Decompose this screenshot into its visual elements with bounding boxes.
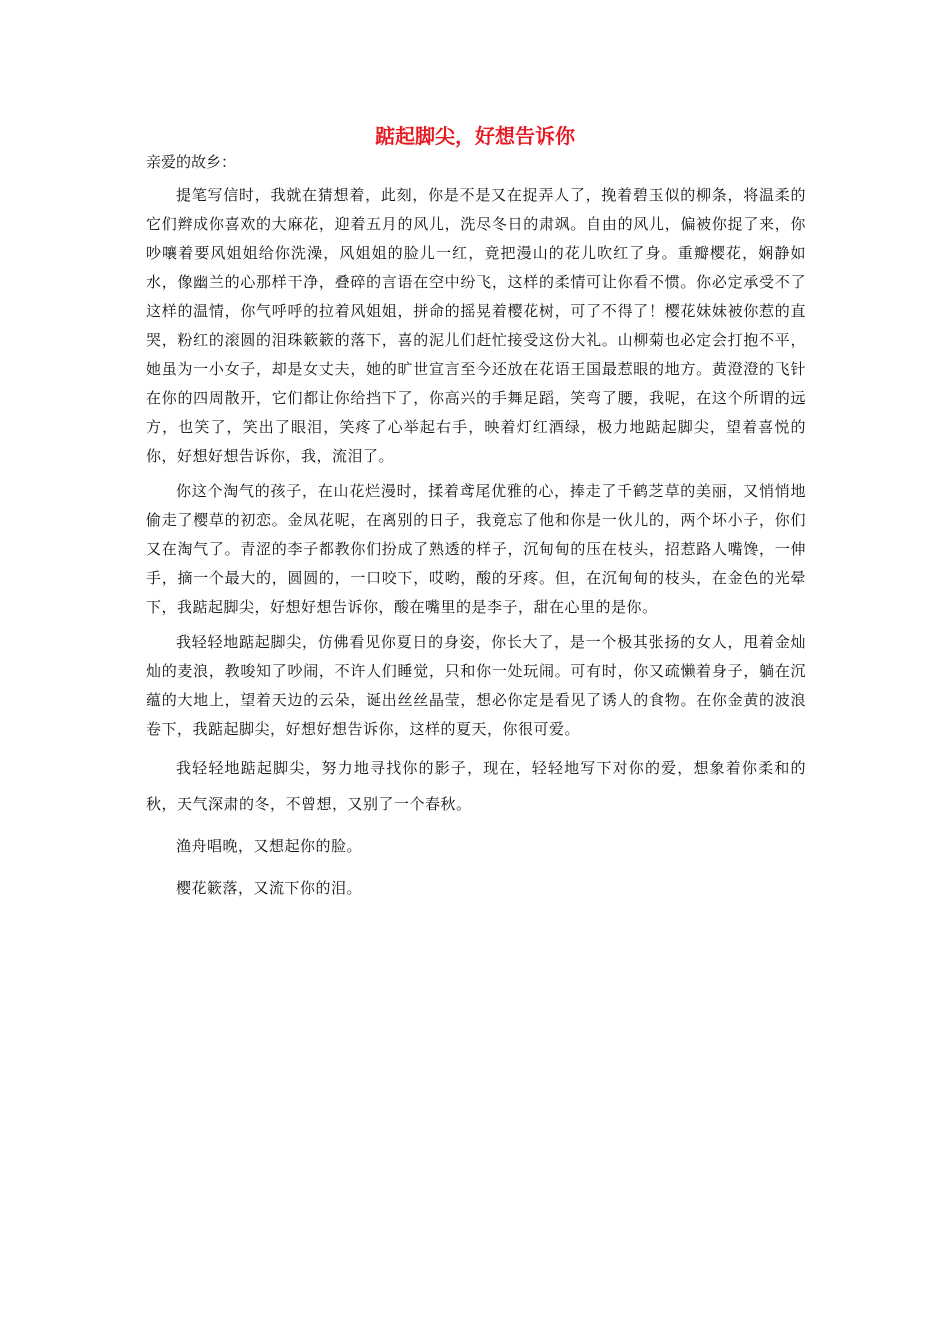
paragraph-6: 樱花簌落，又流下你的泪。 xyxy=(176,879,363,897)
paragraph-2: 你这个淘气的孩子，在山花烂漫时，揉着鸢尾优雅的心，捧走了千鹤芝草的美丽，又悄悄地偷走了樱草的初恋。金凤花呢，在离别的日子，我竟忘了他和你是一伙儿的，两个坏小子，你们又在淘气了。青涩的李子都教你们扮成了熟透的样子，沉甸甸的压在枝头，招惹路人嘴馋，一伸手，摘一个最大的，圆圆的，一口咬下，哎哟，酸的牙疼。但，在沉甸甸的枝头，在金色的光晕下，我踮起脚尖，好想好想告诉你，酸在嘴里的是李子，甜在心里的是你。 xyxy=(146,482,806,616)
salutation: 亲爱的故乡： xyxy=(146,153,237,171)
paragraph-5: 渔舟唱晚，又想起你的脸。 xyxy=(176,837,363,855)
paragraph-3: 我轻轻地踮起脚尖，仿佛看见你夏日的身姿，你长大了，是一个极其张扬的女人，甩着金灿灿的麦浪，教唆知了吵闹，不许人们睡觉，只和你一处玩闹。可有时，你又疏懒着身子，躺在沉蕴的大地上，望着天边的云朵，诞出丝丝晶莹，想必你定是看见了诱人的食物。在你金黄的波浪卷下，我踮起脚尖，好想好想告诉你，这样的夏天，你很可爱。 xyxy=(146,633,806,738)
letter-body xyxy=(146,181,806,906)
paragraph-4: 我轻轻地踮起脚尖，努力地寻找你的影子，现在，轻轻地写下对你的爱，想象着你柔和的秋，天气深肃的冬，不曾想，又别了一个春秋。 xyxy=(146,759,806,813)
paragraph-1: 提笔写信时，我就在猜想着，此刻，你是不是又在捉弄人了，挽着碧玉似的柳条，将温柔的它们辫成你喜欢的大麻花，迎着五月的风儿，洗尽冬日的肃飒。自由的风儿，偏被你捉了来，你吵嚷着要风姐姐给你洗澡，风姐姐的脸儿一红，竟把漫山的花儿吹红了身。重瓣樱花，娴静如水，像幽兰的心那样干净，叠碎的言语在空中纷飞，这样的柔情可让你看不惯。你必定承受不了这样的温情，你气呼呼的拉着风姐姐，拼命的摇晃着樱花树，可了不得了！樱花妹妹被你惹的直哭，粉红的滚圆的泪珠簌簌的落下，喜的泥儿们赶忙接受这份大礼。山柳菊也必定会打抱不平，她虽为一小女子，却是女丈夫，她的旷世宣言至今还放在花语王国最惹眼的地方。黄澄澄的飞针在你的四周散开，它们都让你给挡下了，你高兴的手舞足蹈，笑弯了腰，我呢，在这个所谓的远方，也笑了，笑出了眼泪，笑疼了心举起右手，映着灯红酒绿，极力地踮起脚尖，望着喜悦的你，好想好想告诉你，我，流泪了。 xyxy=(146,186,806,465)
letter-title: 踮起脚尖，好想告诉你 xyxy=(375,124,575,148)
